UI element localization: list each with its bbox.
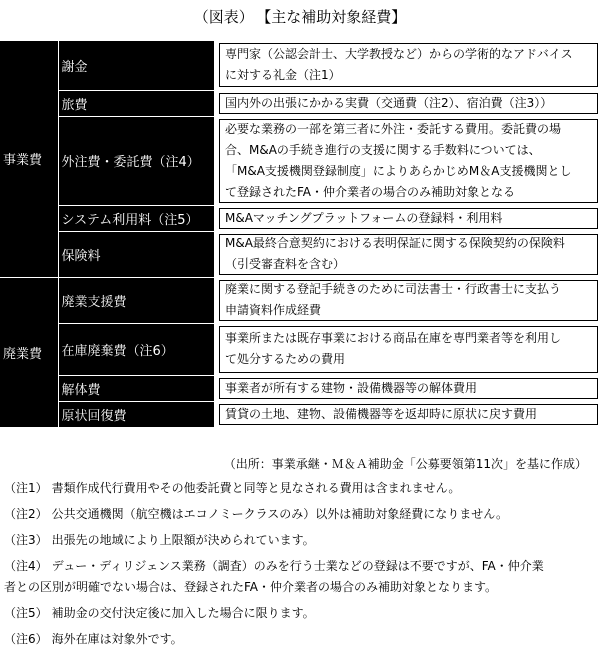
description-line: 専門家（公認会計士、大学教授など）からの学術的なアドバイス: [225, 47, 573, 62]
footnote-line: [4, 629, 596, 650]
description-box: [219, 208, 598, 229]
footnote-id: （注4）: [4, 559, 48, 573]
footnote-id: （注5）: [4, 606, 48, 620]
expense-item-description: [214, 231, 600, 277]
description-line: 申請資料作成経費: [225, 303, 322, 317]
footnote-id: （注3）: [4, 533, 48, 547]
expense-item-description: [214, 277, 600, 323]
footnote-text: 補助金の交付決定後に加入した場合に限ります。: [51, 606, 315, 620]
footnote-id: （注1）: [4, 481, 48, 495]
table-row: [0, 41, 600, 90]
description-line: 必要な業務の一部を第三者に外注・委託する費用。委託費の場: [225, 121, 562, 136]
footnote-text: 出張先の地域により上限額が決められています。: [51, 533, 315, 547]
figure-title-main: 【主な補助対象経費】: [263, 8, 407, 26]
description-box: [219, 93, 598, 114]
description-line: 国内外の出張にかかる実費（交通費（注2）、宿泊費（注3））: [225, 95, 553, 110]
description-box: [219, 119, 598, 203]
table-row: [0, 277, 600, 323]
description-line: M&Aマッチングプラットフォームの登録料・利用料: [225, 210, 503, 225]
footnote-line: [4, 603, 596, 624]
figure-title-prefix: （図表）: [193, 8, 254, 26]
expense-item-name: 保険料: [58, 231, 214, 277]
description-line: 廃業に関する登記手続きのために司法書士・行政書士に支払う: [225, 282, 562, 296]
category-closure-expense: 廃業費: [0, 277, 58, 427]
expense-table: [0, 41, 600, 428]
description-line: （引受審査料を含む）: [225, 257, 346, 271]
footnote-id: （注6）: [4, 632, 48, 646]
description-box: [219, 280, 598, 321]
expense-item-description: [214, 401, 600, 427]
expense-item-name: 在庫廃棄費（注6）: [58, 323, 214, 375]
footnote-line: [4, 577, 596, 598]
expense-item-description: [214, 323, 600, 375]
footnote-text: デュー・ディリジェンス業務（調査）のみを行う士業などの登録は不要ですが、FA・仲介業: [51, 559, 544, 573]
description-box: [219, 43, 598, 87]
description-line: に対する礼金（注1）: [225, 68, 341, 83]
description-box: [219, 378, 598, 399]
expense-item-name: 原状回復費: [58, 401, 214, 427]
expense-item-description: [214, 41, 600, 90]
expense-item-description: [214, 90, 600, 116]
expense-item-name: 廃業支援費: [58, 277, 214, 323]
description-line: て処分するための費用: [225, 352, 346, 366]
footnote-text: 公共交通機関（航空機はエコノミークラスのみ）以外は補助対象経費になりません。: [51, 507, 509, 521]
category-business-expense: 事業費: [0, 41, 58, 277]
table-row: [0, 401, 600, 427]
table-row: [0, 231, 600, 277]
description-line: 賃貸の土地、建物、設備機器等を返却時に原状に戻す費用: [225, 406, 538, 421]
expense-item-name: 解体費: [58, 375, 214, 401]
source-note: （出所：事業承継・Ｍ＆Ａ補助金「公募要領第11次」を基に作成）: [223, 457, 587, 471]
description-line: 事業所または既存事業における商品在庫を専門業者等を利用し: [225, 331, 562, 345]
description-line: M&A最終合意契約における表明保証に関する保険契約の保険料: [225, 236, 565, 250]
expense-item-description: [214, 116, 600, 205]
footnote-text: 書類作成代行費用やその他委託費と同等と見なされる費用は含まれません。: [51, 481, 461, 495]
description-line: て登録されたFA・仲介業者の場合のみ補助対象となる: [225, 184, 516, 199]
footnote-id: （注2）: [4, 507, 48, 521]
expense-item-description: [214, 205, 600, 231]
footnote-line: [4, 478, 596, 499]
description-line: 合、M&Aの手続き進行の支援に関する手数料については、: [225, 142, 541, 157]
table-row: [0, 375, 600, 401]
description-box: [219, 234, 598, 275]
expense-item-name: システム利用料（注5）: [58, 205, 214, 231]
footnote-line: [4, 556, 596, 577]
footnotes: [4, 478, 596, 655]
table-row: [0, 90, 600, 116]
expense-item-name: 旅費: [58, 90, 214, 116]
description-box: [219, 404, 598, 425]
expense-item-name: 外注費・委託費（注4）: [58, 116, 214, 205]
table-row: [0, 116, 600, 205]
table-row: [0, 323, 600, 375]
footnote-line: [4, 504, 596, 525]
expense-item-description: [214, 375, 600, 401]
footnote-line: [4, 530, 596, 551]
description-line: 事業者が所有する建物・設備機器等の解体費用: [225, 380, 478, 395]
footnote-text: 者との区別が明確でない場合は、登録されたFA・仲介業者の場合のみ補助対象となります。: [4, 580, 498, 594]
figure-title: [0, 6, 600, 28]
description-line: 「M&A支援機関登録制度」によりあらかじめM＆A支援機関とし: [225, 163, 572, 178]
expense-item-name: 謝金: [58, 41, 214, 90]
table-row: [0, 205, 600, 231]
footnote-text: 海外在庫は対象外です。: [51, 632, 183, 646]
description-box: [219, 326, 598, 373]
